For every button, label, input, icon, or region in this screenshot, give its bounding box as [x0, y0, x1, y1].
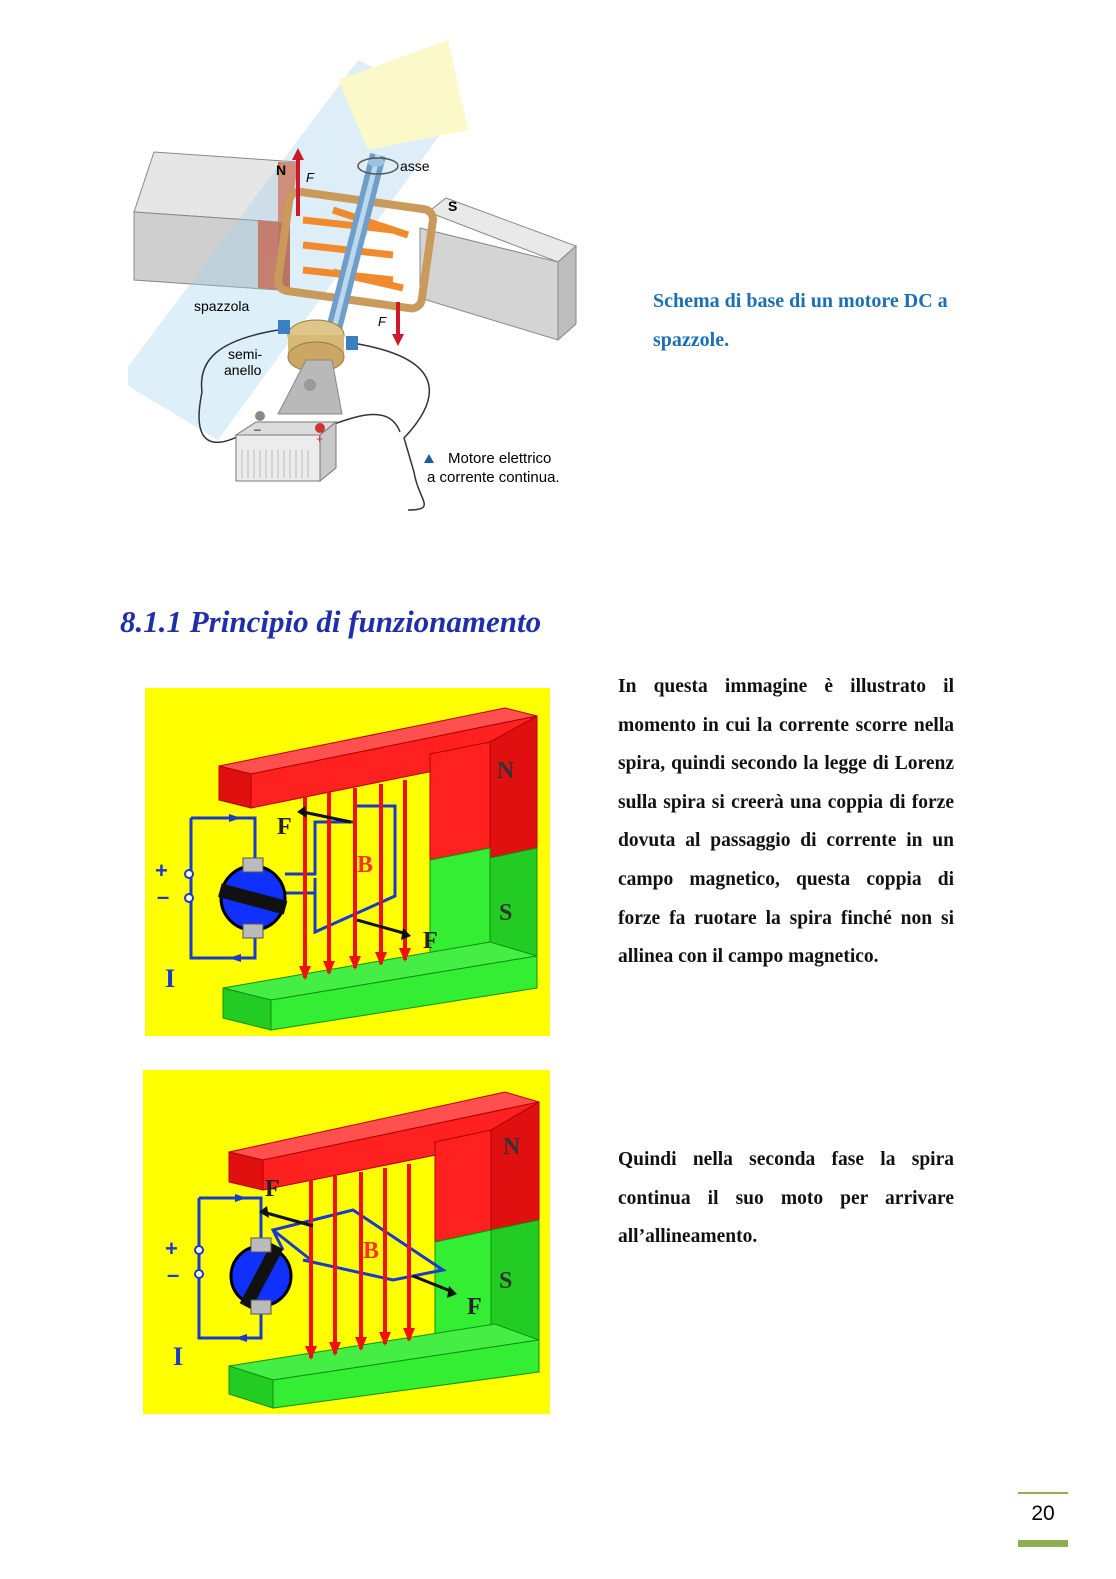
figure-caption-line1: Motore elettrico: [448, 450, 552, 467]
current-i-label: I: [173, 1342, 184, 1371]
motor-phase1-figure: [145, 688, 550, 1036]
paragraph-phase2: Quindi nella seconda fase la spira continua il suo moto per arrivare all’allineamento.: [618, 1149, 954, 1248]
motor-schematic-svg: [128, 40, 608, 520]
terminal-minus-label: –: [167, 1262, 180, 1287]
semi-ring-label-1: semi-: [228, 346, 263, 362]
south-pole-label: S: [499, 900, 513, 926]
paragraph-phase1: In questa immagine è illustrato il momento in cui la corrente scorre nella spira, quindi secondo la legge di Lorenz sulla spira si creerà una coppia di forze dovuta al passaggio di corrente in un campo magnetico, questa coppia di forze fa ruotare la spira finché non si allinea con il campo magnetico.: [618, 676, 954, 968]
south-pole-label: S: [499, 1268, 513, 1294]
brush-label: spazzola: [194, 298, 250, 314]
battery-plus-label: +: [316, 432, 324, 446]
motor-schematic-figure: [128, 40, 608, 520]
magnet-south-label: S: [448, 198, 458, 214]
north-pole-label: N: [503, 1134, 521, 1160]
terminal-plus-label: +: [165, 1236, 178, 1261]
page-number: 20: [1031, 1502, 1055, 1525]
figure-caption-line2: a corrente continua.: [427, 469, 560, 486]
force-f1-label: F: [265, 1176, 280, 1202]
motor-phase2-svg: [143, 1070, 550, 1414]
field-b-label: B: [363, 1238, 380, 1264]
terminal-plus-label: +: [155, 858, 168, 883]
terminal-minus-label: –: [157, 884, 170, 909]
force-top-label: F: [306, 170, 314, 185]
field-b-label: B: [357, 852, 374, 878]
magnet-north-label: N: [276, 162, 287, 178]
watermark-text: SKUOLA.net il paradiso dello studente: [128, 502, 265, 511]
current-i-label: I: [165, 964, 176, 993]
battery-minus-label: –: [254, 422, 261, 436]
page-number-box: [1018, 1492, 1068, 1547]
force-f2-label: F: [423, 928, 438, 954]
semi-ring-label-2: anello: [224, 362, 262, 378]
figure-caption: Schema di base di un motore DC a spazzole.: [653, 290, 948, 351]
force-f2-label: F: [467, 1294, 482, 1320]
north-pole-label: N: [497, 758, 515, 784]
force-bottom-label: F: [378, 314, 386, 329]
force-f1-label: F: [277, 814, 292, 840]
motor-phase2-figure: [143, 1070, 550, 1414]
axis-label: asse: [400, 158, 430, 174]
section-heading: 8.1.1 Principio di funzionamento: [120, 604, 542, 639]
motor-phase1-svg: [145, 688, 550, 1036]
